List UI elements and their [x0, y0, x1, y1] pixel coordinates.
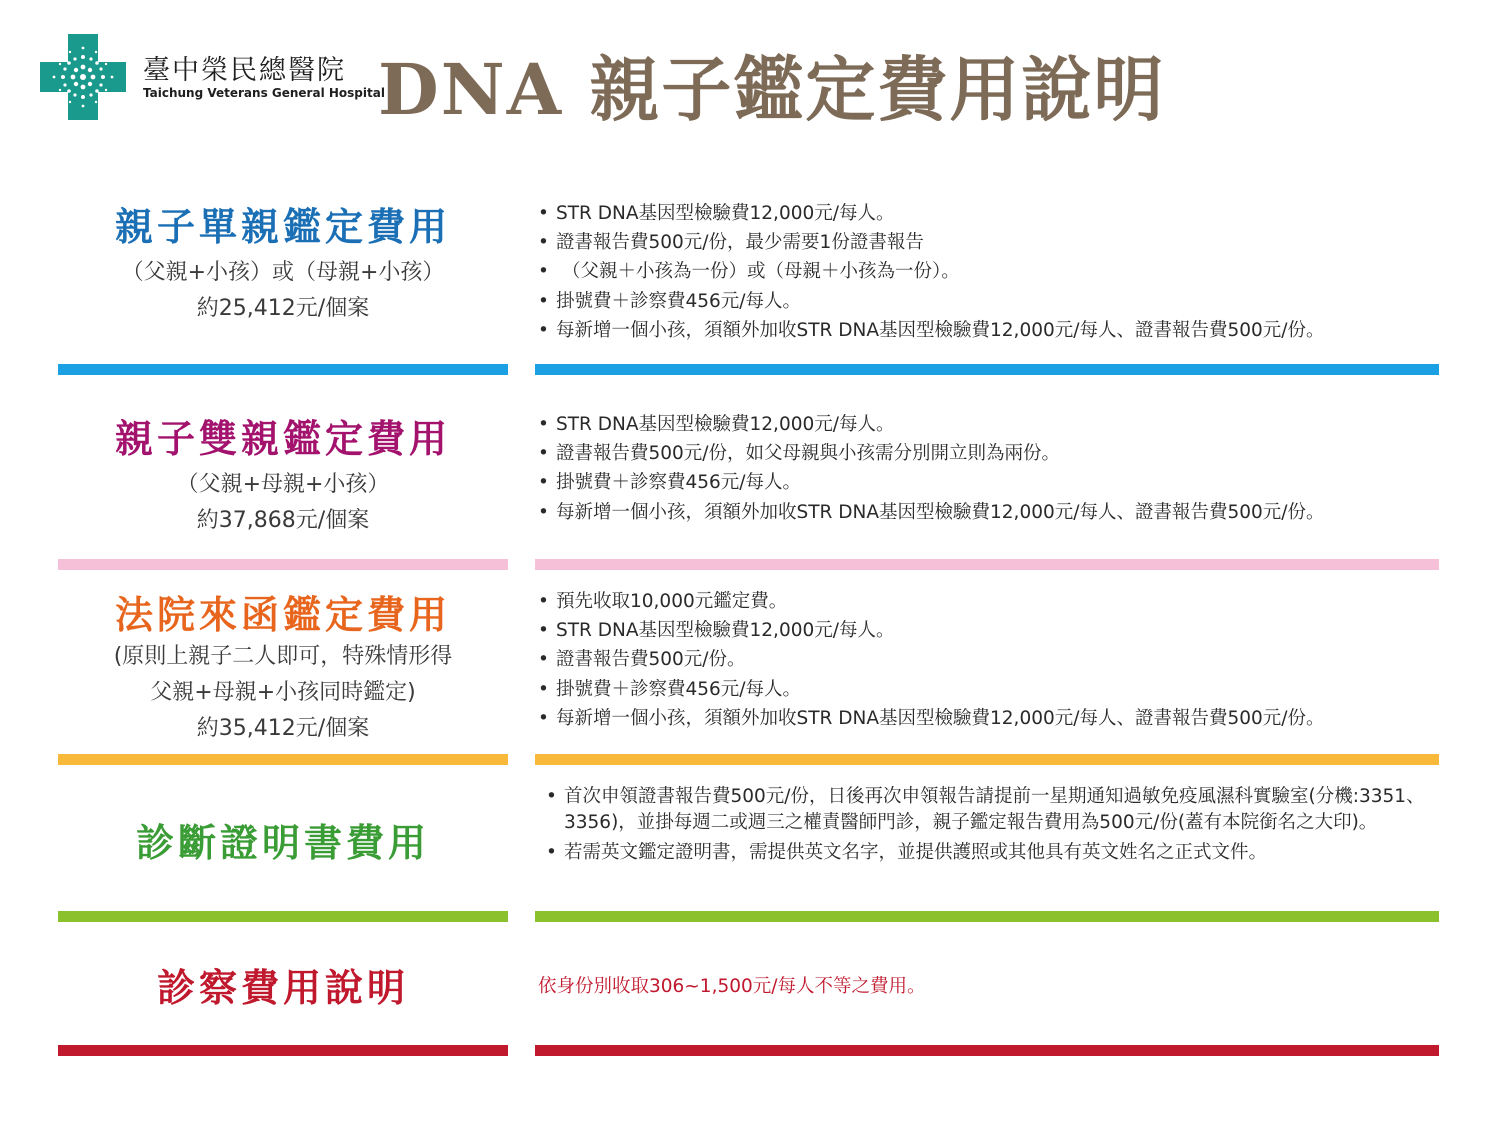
fee-list	[538, 587, 1443, 733]
section-price: 約37,868元/個案	[196, 508, 370, 533]
divider-bar	[535, 559, 1439, 570]
section-price: 約35,412元/個案	[196, 716, 370, 741]
section-title: 親子雙親鑑定費用	[114, 416, 451, 461]
section-subtitle: （父親+母親+小孩）	[176, 472, 390, 497]
section-title: 診斷證明書費用	[135, 820, 430, 865]
list-item: • 每新增一個小孩，須額外加收STR DNA基因型檢驗費12,000元/每人、證書報告費500元/份。	[538, 704, 1443, 733]
list-item: • 掛號費＋診察費456元/每人。	[538, 468, 1443, 497]
page-title: DNA 親子鑑定費用說明	[378, 48, 1166, 131]
divider-bar	[535, 1045, 1439, 1056]
divider-bar	[58, 754, 508, 765]
divider-bar	[58, 559, 508, 570]
list-item: • 預先收取10,000元鑑定費。	[538, 587, 1443, 616]
list-item: • 首次申領證書報告費500元/份，日後再次申領報告請提前一星期通知過敏免疫風濕科實驗室(分機:3351、3356)，並掛每週二或週三之權責醫師門診，親子鑑定報告費用為500元/份(蓋有本院銜名之大印)。	[538, 784, 1443, 836]
hospital-name-zh: 臺中榮民總醫院	[143, 55, 346, 86]
fee-list	[538, 410, 1443, 527]
divider-bar	[58, 911, 508, 922]
divider-bar	[535, 364, 1439, 375]
fee-list	[538, 784, 1443, 866]
header	[0, 0, 1500, 140]
list-item: • 證書報告費500元/份，如父母親與小孩需分別開立則為兩份。	[538, 439, 1443, 468]
list-item: • STR DNA基因型檢驗費12,000元/每人。	[538, 616, 1443, 645]
section-title: 診察費用說明	[156, 965, 409, 1010]
divider-bar	[535, 911, 1439, 922]
section-title: 法院來函鑑定費用	[114, 592, 451, 637]
list-item: • 掛號費＋診察費456元/每人。	[538, 287, 1443, 316]
list-item: • 證書報告費500元/份。	[538, 645, 1443, 674]
list-item-continuation: • （父親＋小孩為一份）或（母親＋小孩為一份）。	[538, 257, 1443, 286]
section-title: 親子單親鑑定費用	[114, 204, 451, 249]
list-item: • 若需英文鑑定證明書，需提供英文名字，並提供護照或其他具有英文姓名之正式文件。	[538, 840, 1443, 866]
section-subtitle: 父親+母親+小孩同時鑑定)	[150, 680, 416, 705]
list-item: • STR DNA基因型檢驗費12,000元/每人。	[538, 410, 1443, 439]
section-subtitle: （父親+小孩）或（母親+小孩）	[121, 260, 445, 285]
consultation-fee-note: 依身份別收取306~1,500元/每人不等之費用。	[538, 976, 926, 997]
hospital-logo-icon	[40, 34, 126, 120]
divider-bar	[535, 754, 1439, 765]
list-item: • 掛號費＋診察費456元/每人。	[538, 675, 1443, 704]
fee-list	[538, 199, 1443, 345]
list-item: • 證書報告費500元/份，最少需要1份證書報告	[538, 228, 1443, 257]
list-item: • 每新增一個小孩，須額外加收STR DNA基因型檢驗費12,000元/每人、證書報告費500元/份。	[538, 316, 1443, 345]
section-price: 約25,412元/個案	[196, 296, 370, 321]
hospital-name-en: Taichung Veterans General Hospital	[143, 86, 385, 100]
divider-bar	[58, 364, 508, 375]
divider-bar	[58, 1045, 508, 1056]
section-subtitle: (原則上親子二人即可，特殊情形得	[113, 644, 453, 669]
list-item: • STR DNA基因型檢驗費12,000元/每人。	[538, 199, 1443, 228]
list-item: • 每新增一個小孩，須額外加收STR DNA基因型檢驗費12,000元/每人、證書報告費500元/份。	[538, 498, 1443, 527]
